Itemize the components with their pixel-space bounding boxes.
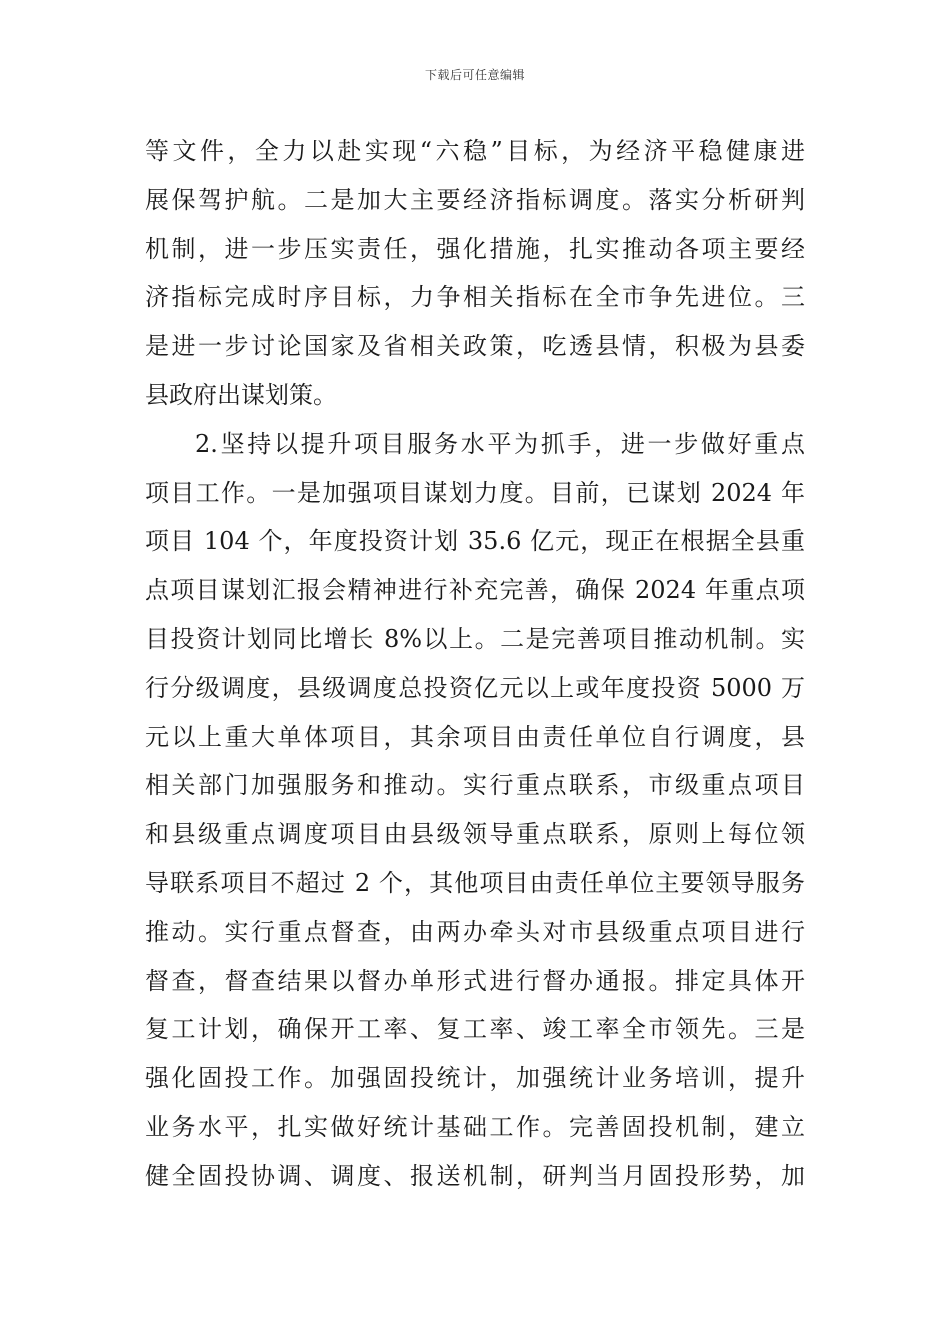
- text-line: 是进一步讨论国家及省相关政策，吃透县情，积极为县委: [145, 332, 805, 361]
- text-line: 2.坚持以提升项目服务水平为抓手，进一步做好重点: [195, 429, 805, 458]
- page-header: 下载后可任意编辑: [424, 68, 525, 82]
- text-line: 和县级重点调度项目由县级领导重点联系，原则上每位领: [145, 820, 805, 849]
- text-line: 县政府出谋划策。: [145, 380, 337, 409]
- text-line: 健全固投协调、调度、报送机制，研判当月固投形势，加: [145, 1161, 805, 1190]
- text-line: 推动。实行重点督查，由两办牵头对市县级重点项目进行: [145, 917, 805, 946]
- text-line: 项目工作。一是加强项目谋划力度。目前，已谋划 2024 年: [145, 478, 805, 507]
- text-line: 济指标完成时序目标，力争相关指标在全市争先进位。三: [145, 283, 805, 312]
- text-line: 导联系项目不超过 2 个，其他项目由责任单位主要领导服务: [145, 868, 805, 897]
- text-line: 督查，督查结果以督办单形式进行督办通报。排定具体开: [145, 966, 805, 995]
- text-line: 相关部门加强服务和推动。实行重点联系，市级重点项目: [145, 771, 805, 800]
- text-line: 项目 104 个，年度投资计划 35.6 亿元，现正在根据全县重: [145, 527, 805, 556]
- text-line: 展保驾护航。二是加大主要经济指标调度。落实分析研判: [145, 185, 805, 214]
- paragraph-2: [145, 420, 805, 1201]
- text-line: 业务水平，扎实做好统计基础工作。完善固投机制，建立: [145, 1112, 805, 1141]
- text-line: 目投资计划同比增长 8%以上。二是完善项目推动机制。实: [145, 624, 805, 653]
- document-body: [145, 127, 805, 1201]
- text-line: 机制，进一步压实责任，强化措施，扎实推动各项主要经: [145, 234, 805, 263]
- text-line: 行分级调度，县级调度总投资亿元以上或年度投资 5000 万: [145, 673, 805, 702]
- text-line: 元以上重大单体项目，其余项目由责任单位自行调度，县: [145, 722, 805, 751]
- text-line: 等文件，全力以赴实现“六稳”目标，为经济平稳健康进: [145, 137, 805, 165]
- text-line: 强化固投工作。加强固投统计，加强统计业务培训，提升: [145, 1064, 805, 1093]
- text-line: 复工计划，确保开工率、复工率、竣工率全市领先。三是: [145, 1015, 805, 1044]
- paragraph-1: [145, 127, 805, 420]
- text-line: 点项目谋划汇报会精神进行补充完善，确保 2024 年重点项: [145, 576, 805, 605]
